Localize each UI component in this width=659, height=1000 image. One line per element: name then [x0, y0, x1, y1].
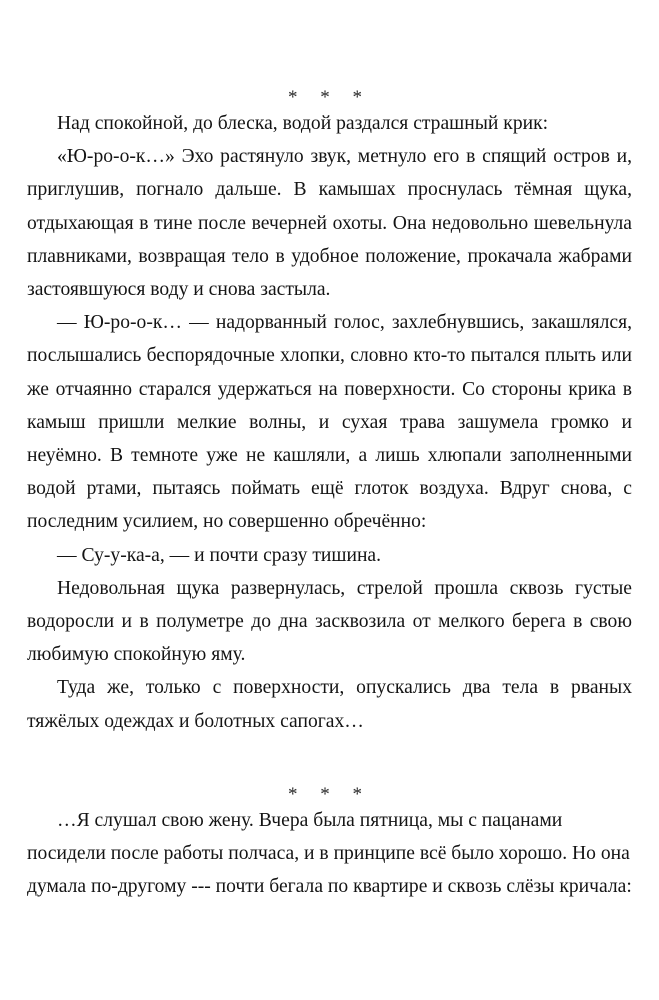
paragraph: Недовольная щука развернулась, стрелой прошла сквозь густые водоросли и в полуметре до дна засквозила от мелкого берега в свою любимую спокойную яму. — [27, 577, 632, 666]
paragraph: — Су-у-ка-а, — и почти сразу тишина. — [57, 544, 382, 566]
paragraph: Туда же, только с поверхности, опускались два тела в рваных тяжёлых одеждах и болотных сапогах… — [27, 677, 632, 732]
paragraph: «Ю-ро-о-к…» Эхо растянуло звук, метнуло его в спящий остров и, приглушив, погнало дальше. В камышах проснулась тёмная щука, отдыхающая в тине после вечерней охоты. Она недовольно шевельнула плавниками, возвращая тело в удобное положение, прокачала жабрами застоявшуюся воду и снова застыла. — [27, 146, 632, 301]
paragraph: …Я слушал свою жену. Вчера была пятница, мы с пацанами посидели после работы полчаса, и в принципе всё было хорошо. Но она думала по-другому --- почти бегала по квартире и сквозь слёзы кричала: — [27, 809, 632, 898]
text-column — [27, 0, 632, 903]
section-separator-top: * * * — [288, 87, 371, 108]
paragraph: — Ю-ро-о-к… — надорванный голос, захлебнувшись, закашлялся, послышались беспорядочные хлопки, словно кто-то пытался плыть или же отчаянно старался удержаться на поверхности. Со стороны крика в камыш пришли мелкие волны, и сухая трава зашумела громко и неуёмно. В темноте уже не кашляли, а лишь хлюпали заполненными водой ртами, пытаясь поймать ещё глоток воздуха. Вдруг снова, с последним усилием, но совершенно обречённо: — [27, 312, 632, 533]
paragraph: Над спокойной, до блеска, водой раздался страшный крик: — [57, 113, 549, 134]
section-separator-middle: * * * — [288, 783, 371, 805]
